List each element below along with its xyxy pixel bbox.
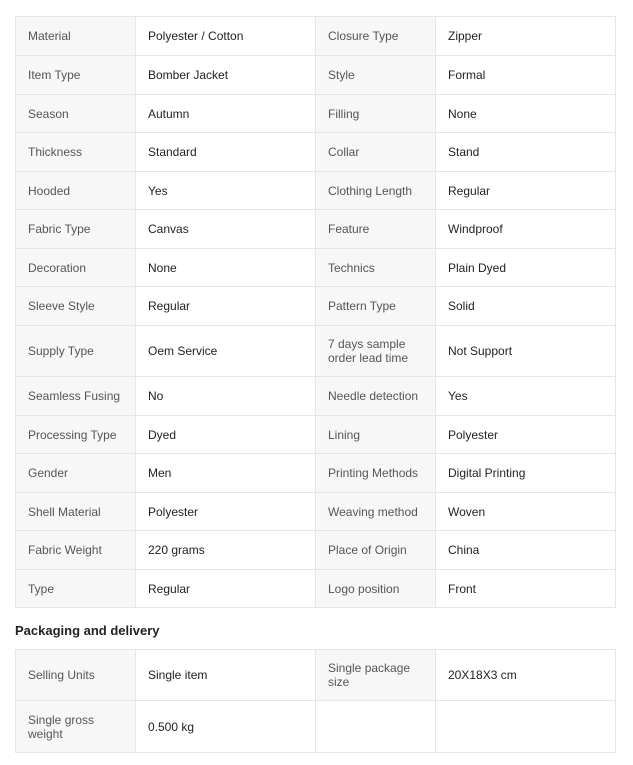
attribute-value: No [136, 377, 316, 416]
attribute-label: Filling [316, 95, 436, 133]
attribute-label: Needle detection [316, 377, 436, 416]
attribute-label: Shell Material [16, 493, 136, 531]
table-row [16, 531, 616, 570]
attribute-label: Fabric Type [16, 210, 136, 249]
table-row [16, 172, 616, 210]
packaging-table [15, 649, 616, 753]
attribute-value: Stand [436, 133, 616, 172]
attribute-label: Thickness [16, 133, 136, 172]
table-row [16, 249, 616, 287]
attribute-label: Closure Type [316, 17, 436, 56]
attributes-table [15, 16, 616, 608]
table-row [16, 570, 616, 608]
attribute-value: Dyed [136, 416, 316, 454]
attribute-label: Lining [316, 416, 436, 454]
attribute-value: Regular [436, 172, 616, 210]
attribute-value: 220 grams [136, 531, 316, 570]
attribute-label: Pattern Type [316, 287, 436, 326]
table-row [16, 650, 616, 701]
attribute-value: Windproof [436, 210, 616, 249]
empty-cell [436, 701, 616, 753]
attribute-value: Oem Service [136, 326, 316, 377]
attribute-value: Yes [436, 377, 616, 416]
attribute-label: Sleeve Style [16, 287, 136, 326]
attribute-label: Selling Units [16, 650, 136, 701]
attribute-label: Material [16, 17, 136, 56]
attribute-label: Supply Type [16, 326, 136, 377]
attribute-value: Front [436, 570, 616, 608]
table-row [16, 326, 616, 377]
attribute-label: Technics [316, 249, 436, 287]
attribute-label: Seamless Fusing [16, 377, 136, 416]
table-row [16, 17, 616, 56]
attribute-label: Weaving method [316, 493, 436, 531]
attribute-label: Single package size [316, 650, 436, 701]
attribute-value: None [436, 95, 616, 133]
table-row [16, 95, 616, 133]
attribute-value: Regular [136, 570, 316, 608]
empty-cell [316, 701, 436, 753]
attribute-value: Woven [436, 493, 616, 531]
attribute-label: Printing Methods [316, 454, 436, 493]
table-row [16, 493, 616, 531]
attribute-value: China [436, 531, 616, 570]
attribute-value: Not Support [436, 326, 616, 377]
table-row [16, 454, 616, 493]
attribute-value: Formal [436, 56, 616, 95]
attribute-value: Yes [136, 172, 316, 210]
attribute-label: Single gross weight [16, 701, 136, 753]
attribute-label: Hooded [16, 172, 136, 210]
table-row [16, 133, 616, 172]
attribute-value: Regular [136, 287, 316, 326]
attribute-label: Feature [316, 210, 436, 249]
table-row [16, 377, 616, 416]
attribute-value: Autumn [136, 95, 316, 133]
attribute-label: Decoration [16, 249, 136, 287]
table-row [16, 416, 616, 454]
attribute-value: Single item [136, 650, 316, 701]
section-title-packaging: Packaging and delivery [15, 623, 160, 638]
attribute-label: Item Type [16, 56, 136, 95]
attribute-label: Collar [316, 133, 436, 172]
attribute-label: Gender [16, 454, 136, 493]
attribute-value: Polyester [136, 493, 316, 531]
attribute-label: Place of Origin [316, 531, 436, 570]
attribute-label: Logo position [316, 570, 436, 608]
attribute-value: None [136, 249, 316, 287]
table-row [16, 287, 616, 326]
attribute-value: 20X18X3 cm [436, 650, 616, 701]
attribute-value: Men [136, 454, 316, 493]
attribute-value: Polyester [436, 416, 616, 454]
attribute-value: Digital Printing [436, 454, 616, 493]
table-row [16, 210, 616, 249]
attribute-label: Processing Type [16, 416, 136, 454]
attribute-value: Plain Dyed [436, 249, 616, 287]
attribute-label: Season [16, 95, 136, 133]
attribute-value: Zipper [436, 17, 616, 56]
table-row [16, 701, 616, 753]
attribute-value: Polyester / Cotton [136, 17, 316, 56]
attribute-value: Bomber Jacket [136, 56, 316, 95]
table-row [16, 56, 616, 95]
attribute-value: 0.500 kg [136, 701, 316, 753]
attribute-value: Standard [136, 133, 316, 172]
attribute-label: 7 days sample order lead time [316, 326, 436, 377]
attribute-label: Style [316, 56, 436, 95]
attribute-value: Solid [436, 287, 616, 326]
attribute-label: Clothing Length [316, 172, 436, 210]
attribute-label: Fabric Weight [16, 531, 136, 570]
attribute-label: Type [16, 570, 136, 608]
attribute-value: Canvas [136, 210, 316, 249]
